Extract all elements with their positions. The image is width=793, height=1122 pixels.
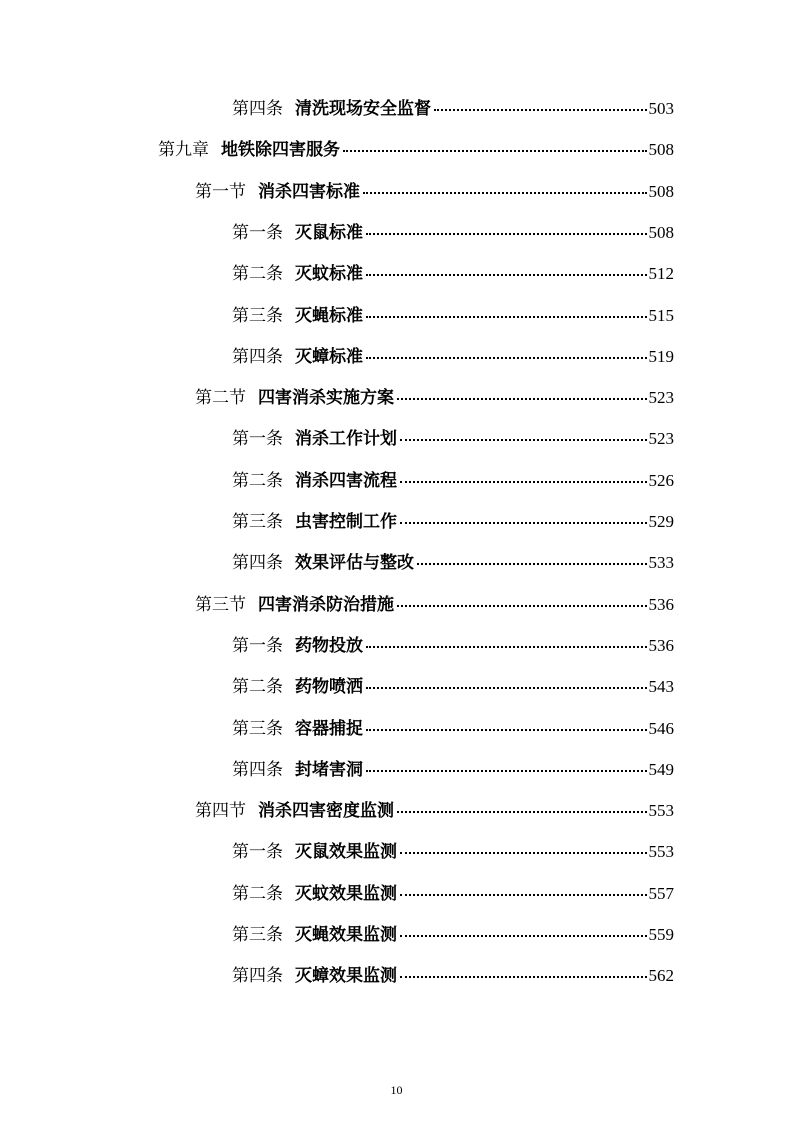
toc-entry-number: 第九章 [158, 140, 209, 160]
toc-entry-number: 第四条 [232, 553, 283, 573]
toc-entry[interactable] [232, 634, 674, 658]
toc-entry-number: 第三条 [232, 719, 283, 739]
toc-entry-title: 效果评估与整改 [295, 553, 414, 573]
dot-leader [366, 686, 647, 689]
toc-entry-number: 第三节 [195, 595, 246, 615]
toc-entry-number: 第三条 [232, 925, 283, 945]
toc-entry-page: 549 [648, 760, 674, 779]
toc-entry-page: 543 [648, 677, 674, 696]
toc-entry-number: 第四条 [232, 99, 283, 119]
toc-entry-page: 523 [648, 388, 674, 407]
toc-entry-title: 灭鼠效果监测 [295, 842, 397, 862]
toc-entry[interactable] [195, 180, 674, 204]
dot-leader [366, 645, 647, 648]
dot-leader [366, 356, 647, 359]
toc-entry[interactable] [232, 675, 674, 699]
toc-entry-title: 灭鼠标准 [295, 223, 363, 243]
toc-entry-page: 536 [648, 636, 674, 655]
toc-entry-number: 第一条 [232, 636, 283, 656]
toc-entry-number: 第一条 [232, 842, 283, 862]
toc-entry-page: 529 [648, 512, 674, 531]
dot-leader [397, 604, 647, 607]
toc-entry-number: 第一节 [195, 182, 246, 202]
toc-entry[interactable] [195, 386, 674, 410]
toc-entry-number: 第二条 [232, 471, 283, 491]
toc-entry-number: 第四条 [232, 966, 283, 986]
dot-leader [400, 438, 647, 441]
toc-entry-title: 灭蟑效果监测 [295, 966, 397, 986]
toc-entry[interactable] [232, 551, 674, 575]
toc-entry-title: 消杀四害标准 [258, 182, 360, 202]
toc-entry-number: 第四条 [232, 347, 283, 367]
toc-entry-title: 消杀四害流程 [295, 471, 397, 491]
toc-entry[interactable] [232, 923, 674, 947]
toc-entry-title: 消杀工作计划 [295, 429, 397, 449]
toc-entry[interactable] [232, 510, 674, 534]
dot-leader [366, 728, 647, 731]
toc-entry-title: 药物喷洒 [295, 677, 363, 697]
toc-entry[interactable] [232, 221, 674, 245]
toc-entry-page: 553 [648, 842, 674, 861]
toc-entry-number: 第四节 [195, 801, 246, 821]
dot-leader [366, 769, 647, 772]
toc-entry[interactable] [232, 427, 674, 451]
toc-entry-page: 546 [648, 719, 674, 738]
toc-entry-page: 503 [648, 99, 674, 118]
toc-entry-number: 第三条 [232, 512, 283, 532]
toc-entry-number: 第三条 [232, 306, 283, 326]
toc-entry[interactable] [232, 469, 674, 493]
dot-leader [343, 149, 647, 152]
page-number: 10 [390, 1083, 403, 1097]
toc-entry-page: 508 [648, 182, 674, 201]
toc-entry[interactable] [232, 758, 674, 782]
toc-entry[interactable] [232, 840, 674, 864]
dot-leader [366, 315, 647, 318]
toc-entry-page: 508 [648, 140, 674, 159]
toc-entry-page: 515 [648, 306, 674, 325]
toc-entry-page: 533 [648, 553, 674, 572]
dot-leader [400, 851, 647, 854]
toc-entry-page: 562 [648, 966, 674, 985]
toc-entry-title: 四害消杀防治措施 [258, 595, 394, 615]
toc-entry-title: 封堵害洞 [295, 760, 363, 780]
toc-entry-title: 虫害控制工作 [295, 512, 397, 532]
dot-leader [400, 521, 647, 524]
toc-entry[interactable] [232, 97, 674, 121]
toc-entry-page: 553 [648, 801, 674, 820]
toc-entry-title: 灭蝇标准 [295, 306, 363, 326]
toc-entry-page: 508 [648, 223, 674, 242]
toc-entry-title: 地铁除四害服务 [221, 140, 340, 160]
toc-entry-number: 第二条 [232, 884, 283, 904]
toc-entry[interactable] [195, 799, 674, 823]
toc-entry-page: 526 [648, 471, 674, 490]
dot-leader [366, 232, 647, 235]
toc-entry-number: 第二节 [195, 388, 246, 408]
toc-entry-title: 清洗现场安全监督 [295, 99, 431, 119]
toc-entry-title: 药物投放 [295, 636, 363, 656]
toc-entry-title: 灭蚊效果监测 [295, 884, 397, 904]
toc-entry-number: 第一条 [232, 429, 283, 449]
toc-entry-page: 559 [648, 925, 674, 944]
toc-entry[interactable] [158, 138, 674, 162]
dot-leader [363, 191, 647, 194]
toc-entry-page: 523 [648, 429, 674, 448]
toc-entry[interactable] [195, 593, 674, 617]
dot-leader [397, 397, 647, 400]
toc-entry-title: 消杀四害密度监测 [258, 801, 394, 821]
dot-leader [366, 273, 647, 276]
dot-leader [400, 893, 647, 896]
toc-entry-page: 519 [648, 347, 674, 366]
toc-entry-page: 512 [648, 264, 674, 283]
toc-entry[interactable] [232, 304, 674, 328]
toc-entry-title: 灭蚊标准 [295, 264, 363, 284]
dot-leader [400, 934, 647, 937]
dot-leader [417, 562, 647, 565]
toc-entry-title: 容器捕捉 [295, 719, 363, 739]
toc-entry-number: 第四条 [232, 760, 283, 780]
dot-leader [397, 810, 647, 813]
toc-entry-page: 536 [648, 595, 674, 614]
toc-entry-page: 557 [648, 884, 674, 903]
toc-entry-title: 灭蝇效果监测 [295, 925, 397, 945]
toc-entry-number: 第一条 [232, 223, 283, 243]
dot-leader [400, 975, 647, 978]
toc-entry[interactable] [232, 964, 674, 988]
toc-entry[interactable] [232, 262, 674, 286]
toc-entry[interactable] [232, 345, 674, 369]
toc-entry-number: 第二条 [232, 677, 283, 697]
toc-entry[interactable] [232, 717, 674, 741]
toc-entry[interactable] [232, 882, 674, 906]
toc-entry-title: 灭蟑标准 [295, 347, 363, 367]
dot-leader [434, 108, 647, 111]
toc-entry-number: 第二条 [232, 264, 283, 284]
dot-leader [400, 480, 647, 483]
toc-entry-title: 四害消杀实施方案 [258, 388, 394, 408]
